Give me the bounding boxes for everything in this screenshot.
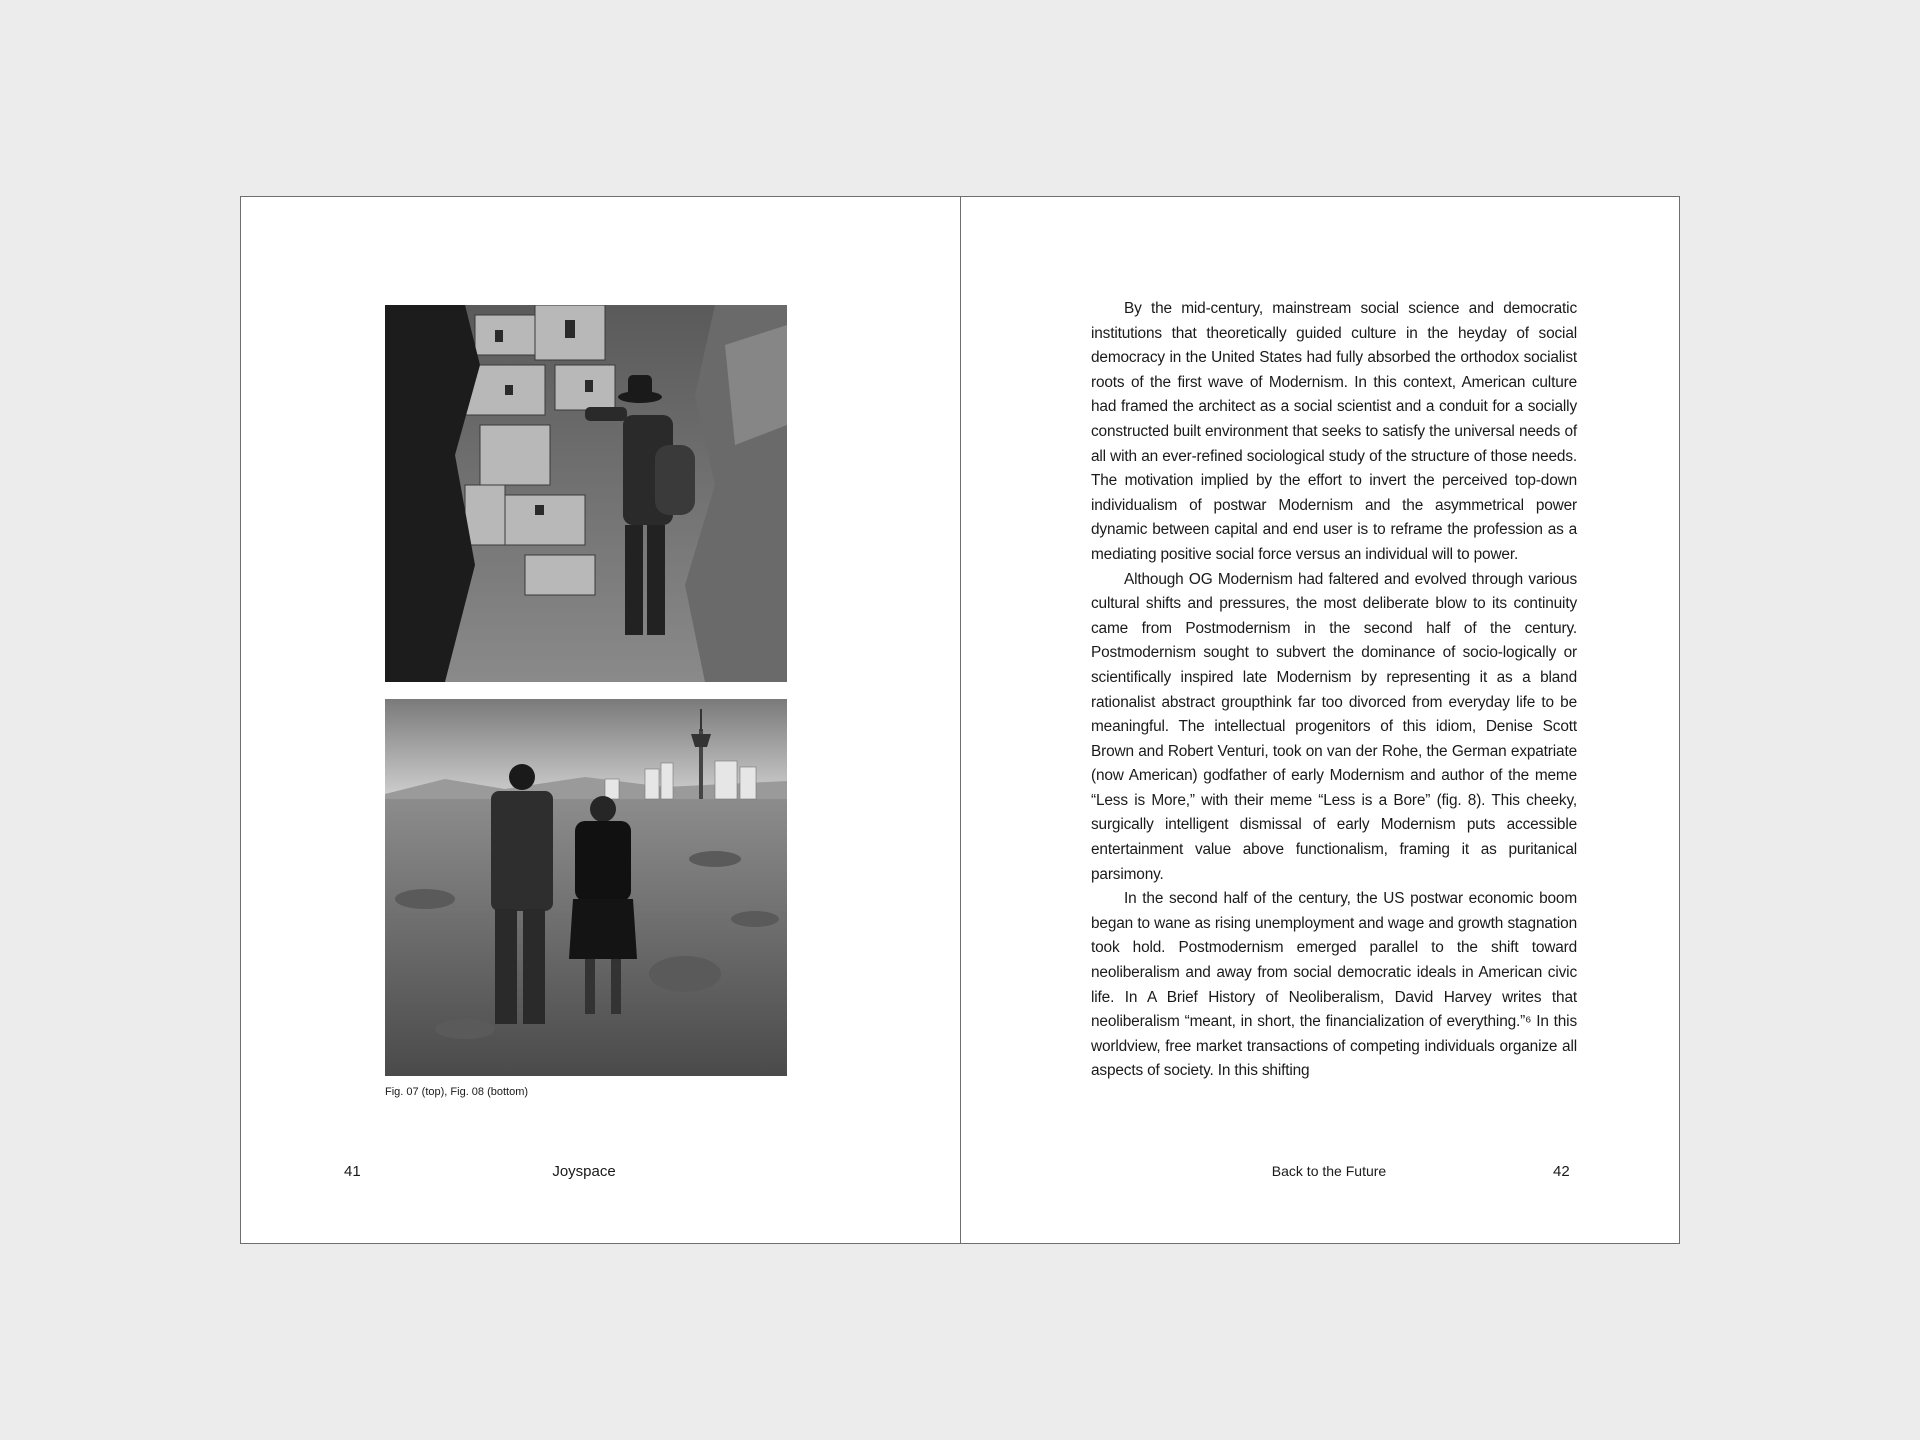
page-number-left: 41 [344,1163,361,1180]
paragraph-2: Although OG Modernism had faltered and evolved through various cultural shifts and pressures, the most deliberate blow to its continuity came from Postmodernism in the second half of the century. Postmodernism sought to subvert the dominance of socio-logically or scientifically inspired late Modernism by representing it as a bland rationalist abstract groupthink far too divorced from everyday life to be meaningful. The intellectual progenitors of this idiom, Denise Scott Brown and Robert Venturi, took on van der Rohe, the German expatriate (now American) godfather of early Modernism and author of the meme “Less is More,” with their meme “Less is a Bore” (fig. 8). This cheeky, surgically intelligent dismissal of early Modernism puts accessible entertainment value above functionalism, framing it as puritanical parsimony. [1091,570,1577,883]
left-page [241,197,960,1243]
paragraph-1: By the mid-century, mainstream social science and democratic institutions that theoretically guided culture in the heyday of social democracy in the United States had fully absorbed the orthodox socialist roots of the first wave of Modernism. In this context, American culture had framed the architect as a social scientist and a conduit for a socially constructed built environment that seeks to satisfy the universal needs of all with an ever-refined sociological study of the structure of those needs. The motivation implied by the effort to invert the perceived top-down individualism of postwar Modernism and the asymmetrical power dynamic between capital and end user is to reframe the profession as a mediating positive social force versus an individual will to power. [1091,300,1577,563]
desert-skyline-photo-icon [385,699,787,1076]
cliff-dwelling-photo-icon [385,305,787,682]
right-page [961,197,1680,1243]
book-spread [240,196,1680,1244]
page-number-right: 42 [1553,1163,1570,1180]
figure-07 [385,305,787,682]
running-head-right: Back to the Future [1271,1163,1387,1179]
figure-08 [385,699,787,1076]
running-head-left: Joyspace [552,1163,616,1180]
body-text [1091,297,1577,1084]
figure-caption: Fig. 07 (top), Fig. 08 (bottom) [385,1086,529,1098]
paragraph-3: In the second half of the century, the US postwar economic boom began to wane as rising unemployment and wage and growth stagnation took hold. Postmodernism emerged parallel to the shift toward neoliberalism and away from social democratic ideals in American civic life. In A Brief History of Neoliberalism, David Harvey writes that neoliberalism “meant, in short, the financialization of everything.”⁶ In this worldview, free market transactions of competing individuals organize all aspects of society. In this shifting [1091,890,1577,1080]
